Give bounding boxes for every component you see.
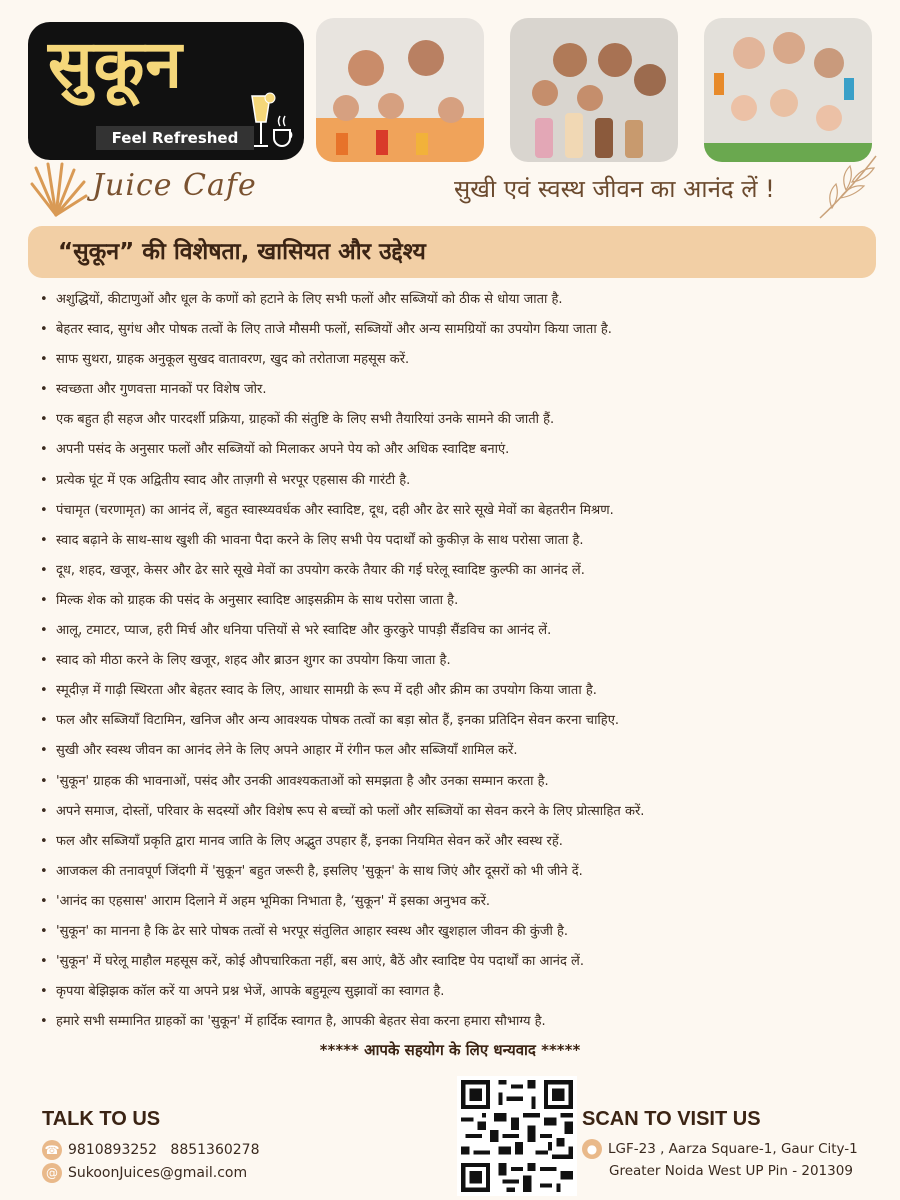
list-item: • कृपया बेझिझक कॉल करें या अपने प्रश्न भेजें, आपके बहुमूल्य सुझावों का स्वागत है. [40,977,880,1007]
list-item: • हमारे सभी सम्मानित ग्राहकों का 'सुकून' में हार्दिक स्वागत है, आपकी बेहतर सेवा करना हमारा सौभाग्य है. [40,1007,880,1037]
contact-title: TALK TO US [42,1108,161,1130]
email-address[interactable]: SukoonJuices@gmail.com [68,1165,248,1181]
list-item: • प्रत्येक घूंट में एक अद्वितीय स्वाद और ताज़गी से भरपूर एहसास की गारंटी है. [40,466,880,496]
address-line-2: Greater Noida West UP Pin - 201309 [609,1163,853,1179]
list-item: • बेहतर स्वाद, सुगंध और पोषक तत्वों के लिए ताजे मौसमी फलों, सब्जियों और अन्य सामग्रियों का उपयोग किया जाता है. [40,315,880,345]
brand-slogan: सुखी एवं स्वस्थ जीवन का आनंद लें ! [454,175,775,203]
list-item: • स्मूदीज़ में गाढ़ी स्थिरता और बेहतर स्वाद के लिए, आधार सामग्री के रूप में दही और क्रीम का उपयोग किया जाता है. [40,676,880,706]
list-item: • पंचामृत (चरणामृत) का आनंद लें, बहुत स्वास्थ्यवर्धक और स्वादिष्ट, दूध, दही और ढेर सारे सूखे मेवों का बेहतरीन मिश्रण. [40,496,880,526]
list-item: • स्वाद बढ़ाने के साथ-साथ खुशी की भावना पैदा करने के लिए सभी पेय पदार्थों को कुकीज़ के साथ परोसा जाता है. [40,526,880,556]
list-item: • अशुद्धियों, कीटाणुओं और धूल के कणों को हटाने के लिए सभी फलों और सब्जियों को ठीक से धोया जाता है. [40,285,880,315]
list-item: • साफ सुथरा, ग्राहक अनुकूल सुखद वातावरण, खुद को तरोताजा महसूस करें. [40,345,880,375]
glass-cup-icon [248,92,296,152]
list-item: • 'आनंद का एहसास' आराम दिलाने में अहम भूमिका निभाता है, ‘सुकून' में इसका अनुभव करें. [40,887,880,917]
list-item: • एक बहुत ही सहज और पारदर्शी प्रक्रिया, ग्राहकों की संतुष्टि के लिए सभी तैयारियां उनके सामने की जाती हैं. [40,405,880,435]
list-item: • स्वच्छता और गुणवत्ता मानकों पर विशेष जोर. [40,375,880,405]
palm-leaf-icon [28,160,88,218]
list-item: • सुखी और स्वस्थ जीवन का आनंद लेने के लिए अपने आहार में रंगीन फल और सब्जियाँ शामिल करें. [40,736,880,766]
list-item: • स्वाद को मीठा करने के लिए खजूर, शहद और ब्राउन शुगर का उपयोग किया जाता है. [40,646,880,676]
list-item: • मिल्क शेक को ग्राहक की पसंद के अनुसार स्वादिष्ट आइसक्रीम के साथ परोसा जाता है. [40,586,880,616]
features-list [40,285,880,1037]
list-item: • फल और सब्जियाँ प्रकृति द्वारा मानव जाति के लिए अद्भुत उपहार हैं, इनका नियमित सेवन करें और स्वस्थ रहें. [40,827,880,857]
list-item: • आलू, टमाटर, प्याज, हरी मिर्च और धनिया पत्तियों से भरे स्वादिष्ट और कुरकुरे पापड़ी सैंडविच का आनंद लें. [40,616,880,646]
address-row [582,1139,858,1159]
list-item: • आजकल की तनावपूर्ण जिंदगी में 'सुकून' बहुत जरूरी है, इसलिए 'सुकून' के साथ जिएं और दूसरों को भी जीने दें. [40,857,880,887]
location-icon: ● [582,1139,602,1159]
family-photo-3 [704,18,872,162]
list-item: • अपने समाज, दोस्तों, परिवार के सदस्यों और विशेष रूप से बच्चों को फलों और सब्जियों का सेवन करने के लिए प्रोत्साहित करें. [40,797,880,827]
list-item: • 'सुकून' ग्राहक की भावनाओं, पसंद और उनकी आवश्यकताओं को समझता है और उनका सम्मान करता है. [40,767,880,797]
leaf-branch-icon [810,150,882,222]
list-item: • अपनी पसंद के अनुसार फलों और सब्जियों को मिलाकर अपने पेय को और अधिक स्वादिष्ट बनाएं. [40,435,880,465]
address-line-1: LGF-23 , Aarza Square-1, Gaur City-1 [608,1141,858,1157]
visit-title: SCAN TO VISIT US [582,1108,761,1130]
logo-text: सुकून [48,25,183,103]
email-icon: @ [42,1163,62,1183]
logo-tagline: Feel Refreshed [96,126,254,150]
email-row[interactable] [42,1162,247,1184]
thanks-note: ***** आपके सहयोग के लिए धन्यवाद ***** [319,1041,581,1059]
phone-row[interactable] [42,1139,260,1161]
family-photo-2 [510,18,678,162]
section-heading: “सुकून” की विशेषता, खासियत और उद्देश्य [28,226,876,278]
list-item: • 'सुकून' में घरेलू माहौल महसूस करें, कोई औपचारिकता नहीं, बस आएं, बैठें और स्वादिष्ट पेय पदार्थों का आनंद लें. [40,947,880,977]
list-item: • फल और सब्जियाँ विटामिन, खनिज और अन्य आवश्यक पोषक तत्वों का बड़ा स्रोत हैं, इनका प्रतिदिन सेवन करना चाहिए. [40,706,880,736]
brand-subtitle: Juice Cafe [92,168,257,203]
brand-logo [28,22,304,160]
list-item: • 'सुकून' का मानना है कि ढेर सारे पोषक तत्वों से भरपूर संतुलित आहार स्वस्थ और खुशहाल जीवन की कुंजी है. [40,917,880,947]
list-item: • दूध, शहद, खजूर, केसर और ढेर सारे सूखे मेवों का उपयोग करके तैयार की गई घरेलू स्वादिष्ट कुल्फी का आनंद लें. [40,556,880,586]
phone-numbers[interactable]: 9810893252 8851360278 [68,1142,260,1158]
family-photo-1 [316,18,484,162]
phone-icon: ☎ [42,1140,62,1160]
qr-code[interactable] [457,1076,577,1196]
